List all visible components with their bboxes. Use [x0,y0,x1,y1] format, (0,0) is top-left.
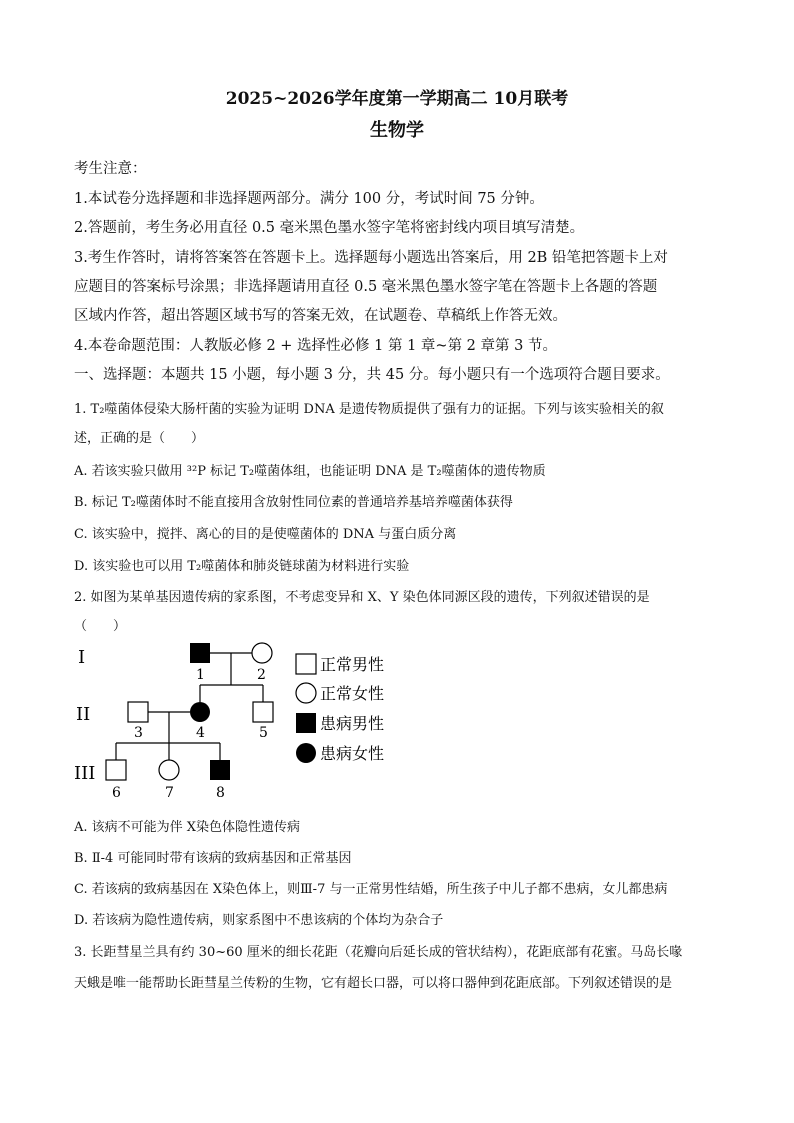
legend-affected-male: 患病男性 [320,714,385,733]
individual-4-label: 4 [196,725,205,741]
generation-label-3: III [74,763,96,784]
pedigree-chart [70,630,410,810]
q1-option-d: D. 该实验也可以用 T₂噬菌体和肺炎链球菌为材料进行实验 [74,559,410,574]
individual-5-normal-male [253,702,273,722]
section-heading: 一、选择题：本题共 15 小题，每小题 3 分，共 45 分。每小题只有一个选项符合题目要求。 [74,367,670,383]
individual-3-label: 3 [134,725,143,741]
exam-title: 2025~2026学年度第一学期高二 10月联考 [225,89,569,109]
legend-affected-female-symbol [296,743,316,763]
note-item-4: 4.本卷命题范围：人教版必修 2 + 选择性必修 1 第 1 章~第 2 章第 3 节。 [74,338,557,354]
notes-heading: 考生注意： [74,161,147,177]
q2-stem-line1: 2. 如图为某单基因遗传病的家系图，不考虑变异和 X、Y 染色体同源区段的遗传，下列叙述错误的是 [74,590,650,605]
legend-affected-male-symbol [296,713,316,733]
q2-option-d: D. 若该病为隐性遗传病，则家系图中不患该病的个体均为杂合子 [74,913,444,928]
exam-subject: 生物学 [370,120,424,141]
generation-label-1: I [78,647,86,668]
generation-label-2: II [76,704,91,725]
q1-option-c: C. 该实验中，搅拌、离心的目的是使噬菌体的 DNA 与蛋白质分离 [74,527,457,542]
individual-6-label: 6 [112,785,121,801]
individual-8-label: 8 [216,785,225,801]
individual-7-normal-female [159,760,179,780]
individual-2-normal-female [252,643,272,663]
q1-stem-line1: 1. T₂噬菌体侵染大肠杆菌的实验为证明 DNA 是遗传物质提供了强有力的证据。下列与该实验相关的叙 [74,402,664,417]
note-item-3-cont: 应题目的答案标号涂黑；非选择题请用直径 0.5 毫米黑色墨水签字笔在答题卡上各题的答题 [74,279,658,295]
q1-option-b: B. 标记 T₂噬菌体时不能直接用含放射性同位素的普通培养基培养噬菌体获得 [74,495,513,510]
q2-stem-line2: （ ） [74,619,127,634]
legend-affected-female: 患病女性 [320,744,385,763]
legend-normal-male: 正常男性 [320,655,385,674]
q2-option-c: C. 若该病的致病基因在 X染色体上，则Ⅲ-7 与一正常男性结婚，所生孩子中儿子都不患病，女儿都患病 [74,882,668,897]
note-item-3-cont2: 区域内作答，超出答题区域书写的答案无效，在试题卷、草稿纸上作答无效。 [74,308,567,324]
individual-6-normal-male [106,760,126,780]
note-item-3: 3.考生作答时，请将答案答在答题卡上。选择题每小题选出答案后，用 2B 铅笔把答题卡上对 [74,250,668,266]
legend-normal-male-symbol [296,654,316,674]
legend-normal-female-symbol [296,683,316,703]
individual-4-affected-female [190,702,210,722]
q1-stem-line2: 述，正确的是（ ） [74,431,205,446]
individual-5-label: 5 [259,725,268,741]
individual-8-affected-male [210,760,230,780]
q2-option-b: B. Ⅱ-4 可能同时带有该病的致病基因和正常基因 [74,851,352,866]
q3-stem-line2: 天蛾是唯一能帮助长距彗星兰传粉的生物，它有超长口器，可以将口器伸到花距底部。下列叙述错误的是 [74,976,673,991]
q2-option-a: A. 该病不可能为伴 X染色体隐性遗传病 [74,820,301,835]
individual-1-label: 1 [196,667,205,683]
q1-option-a: A. 若该实验只做用 ³²P 标记 T₂噬菌体组，也能证明 DNA 是 T₂噬菌体的遗传物质 [74,464,546,479]
individual-3-normal-male [128,702,148,722]
individual-1-affected-male [190,643,210,663]
individual-2-label: 2 [257,667,266,683]
individual-7-label: 7 [165,785,174,801]
note-item-2: 2.答题前，考生务必用直径 0.5 毫米黑色墨水签字笔将密封线内项目填写清楚。 [74,220,585,236]
legend-normal-female: 正常女性 [320,684,385,703]
note-item-1: 1.本试卷分选择题和非选择题两部分。满分 100 分，考试时间 75 分钟。 [74,191,544,207]
q3-stem-line1: 3. 长距彗星兰具有约 30~60 厘米的细长花距（花瓣向后延长成的管状结构），花距底部有花蜜。马岛长喙 [74,945,683,960]
